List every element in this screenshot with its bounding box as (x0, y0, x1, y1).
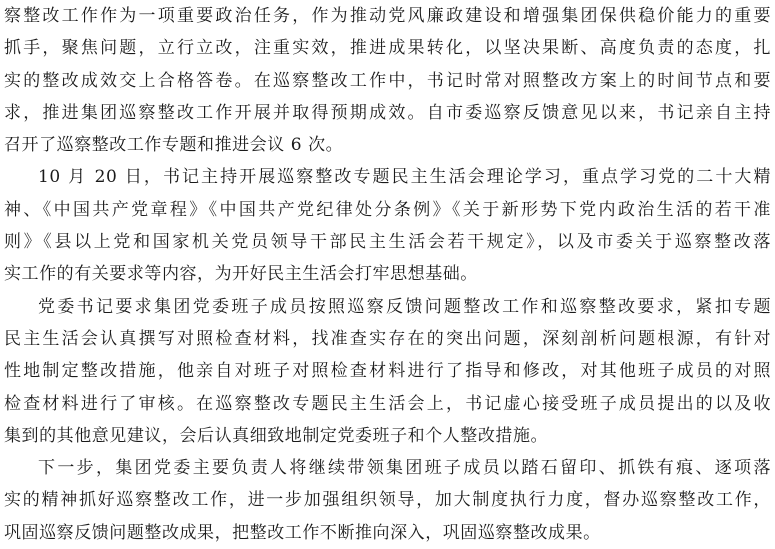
text-line: 神、《中国共产党章程》《中国共产党纪律处分条例》《关于新形势下党内政治生活的若干准 (4, 199, 771, 220)
text-line: 实工作的有关要求等内容，为开好民主生活会打牢思想基础。 (4, 264, 478, 285)
text-line: 巩固巡察反馈问题整改成果，把整改工作不断推向深入，巩固巡察整改成果。 (4, 522, 601, 543)
paragraph (4, 291, 771, 452)
text-line: 10 月 20 日，书记主持开展巡察整改专题民主生活会理论学习，重点学习党的二十大精 (38, 167, 771, 188)
text-line: 求，推进集团巡察整改工作开展并取得预期成效。自市委巡察反馈意见以来，书记亲自主持 (4, 102, 771, 123)
text-line: 察整改工作作为一项重要政治任务，作为推动党风廉政建设和增强集团保供稳价能力的重要 (4, 6, 771, 26)
text-line: 实的精神抓好巡察整改工作，进一步加强组织领导，加大制度执行力度，督办巡察整改工作， (4, 490, 771, 511)
text-line: 召开了巡察整改工作专题和推进会议 6 次。 (4, 135, 344, 156)
paragraph (4, 0, 771, 161)
text-line: 性地制定整改措施，他亲自对班子对照检查材料进行了指导和修改，对其他班子成员的对照 (4, 361, 771, 382)
text-line: 抓手，聚焦问题，立行立改，注重实效，推进成果转化，以坚决果断、高度负责的态度，扎 (4, 38, 771, 59)
text-line: 则》《县以上党和国家机关党员领导干部民主生活会若干规定》，以及市委关于巡察整改落 (4, 232, 771, 253)
text-line: 民主生活会认真撰写对照检查材料，找准查实存在的突出问题，深刻剖析问题根源，有针对 (4, 328, 771, 349)
text-line: 检查材料进行了审核。在巡察整改专题民主生活会上，书记虚心接受班子成员提出的以及收 (4, 393, 771, 414)
text-line: 下一步，集团党委主要负责人将继续带领集团班子成员以踏石留印、抓铁有痕、逐项落 (38, 458, 771, 479)
text-line: 集到的其他意见建议，会后认真细致地制定党委班子和个人整改措施。 (4, 425, 549, 446)
paragraph (4, 452, 771, 549)
text-line: 党委书记要求集团党委班子成员按照巡察反馈问题整改工作和巡察整改要求，紧扣专题 (38, 296, 771, 317)
document-body (4, 0, 771, 549)
text-line: 实的整改成效交上合格答卷。在巡察整改工作中，书记时常对照整改方案上的时间节点和要 (4, 70, 771, 91)
paragraph (4, 161, 771, 290)
